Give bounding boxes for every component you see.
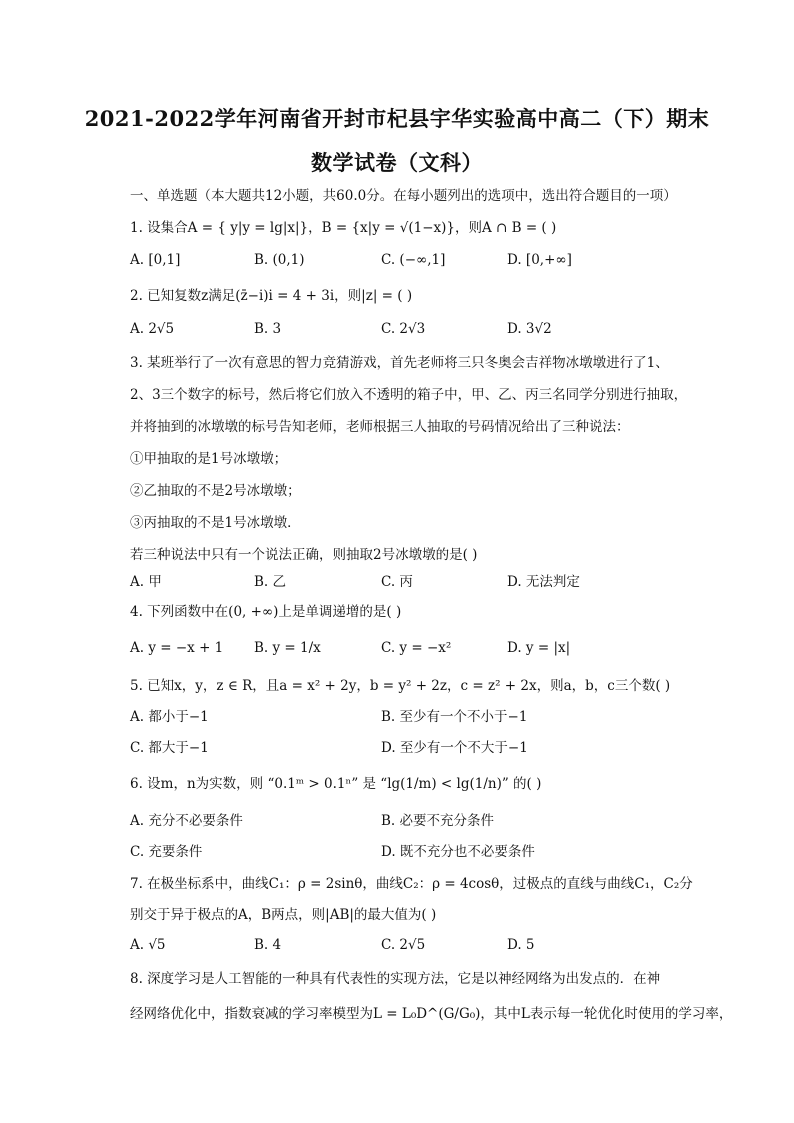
question-6-option-a: A. 充分不必要条件 (130, 813, 243, 829)
question-3-stem-line3: 并将抽到的冰墩墩的标号告知老师，老师根据三人抽取的号码情况给出了三种说法： (130, 419, 630, 435)
question-3-stem-line1: 3. 某班举行了一次有意思的智力竞猜游戏，首先老师将三只冬奥会吉祥物冰墩墩进行了1、 (130, 355, 669, 371)
question-1-stem: 1. 设集合A = { y|y = lg|x|}，B = {x|y = √(1−x)}，则A ∩ B = ( ) (130, 220, 557, 236)
question-7-option-d: D. 5 (507, 937, 535, 953)
question-1-option-c: C. (−∞,1] (381, 252, 446, 268)
section-header: 一、单选题（本大题共12小题，共60.0分。在每小题列出的选项中，选出符合题目的一项） (130, 188, 677, 204)
question-4-option-a: A. y = −x + 1 (130, 640, 224, 656)
question-3-stem-line7: 若三种说法中只有一个说法正确，则抽取2号冰墩墩的是( ) (130, 547, 478, 563)
question-7-option-b: B. 4 (254, 937, 282, 953)
question-5-stem: 5. 已知x，y，z ∈ R，且a = x² + 2y，b = y² + 2z，c = z² + 2x，则a，b，c三个数( ) (130, 678, 671, 694)
question-2-option-c: C. 2√3 (381, 321, 426, 337)
question-7-stem-line2: 别交于异于极点的A，B两点，则|AB|的最大值为( ) (130, 907, 437, 923)
question-3-statement-2: ②乙抽取的不是2号冰墩墩； (130, 483, 301, 499)
question-6-option-d: D. 既不充分也不必要条件 (381, 844, 535, 860)
question-3-option-d: D. 无法判定 (507, 574, 580, 590)
question-5-option-c: C. 都大于−1 (130, 740, 209, 756)
question-1-option-d: D. [0,+∞] (507, 252, 572, 268)
exam-title-line1: 2021-2022学年河南省开封市杞县宇华实验高中高二（下）期末 (84, 106, 710, 131)
question-7-option-c: C. 2√5 (381, 937, 426, 953)
question-5-option-a: A. 都小于−1 (130, 709, 209, 725)
question-5-option-b: B. 至少有一个不小于−1 (381, 709, 528, 725)
question-3-statement-3: ③丙抽取的不是1号冰墩墩． (130, 515, 301, 531)
question-6-stem: 6. 设m，n为实数，则 “0.1ᵐ > 0.1ⁿ” 是 “lg(1/m) < lg(1/n)” 的( ) (130, 776, 542, 792)
exam-title-line2: 数学试卷（文科） (311, 150, 483, 175)
question-3-option-a: A. 甲 (130, 574, 162, 590)
question-6-option-c: C. 充要条件 (130, 844, 203, 860)
question-3-stem-line2: 2、3三个数字的标号，然后将它们放入不透明的箱子中，甲、乙、丙三名同学分别进行抽取， (130, 387, 688, 403)
question-4-stem: 4. 下列函数中在(0, +∞)上是单调递增的是( ) (130, 604, 402, 620)
question-3-statement-1: ①甲抽取的是1号冰墩墩； (130, 451, 288, 467)
question-8-stem-line1: 8. 深度学习是人工智能的一种具有代表性的实现方法，它是以神经网络为出发点的．在神 (130, 971, 661, 987)
question-1-option-a: A. [0,1] (130, 252, 181, 268)
question-4-option-d: D. y = |x| (507, 640, 571, 656)
question-4-option-c: C. y = −x² (381, 640, 452, 656)
question-2-option-d: D. 3√2 (507, 321, 552, 337)
question-2-option-b: B. 3 (254, 321, 282, 337)
question-3-option-b: B. 乙 (254, 574, 287, 590)
question-5-option-d: D. 至少有一个不大于−1 (381, 740, 528, 756)
question-2-option-a: A. 2√5 (130, 321, 175, 337)
question-4-option-b: B. y = 1/x (254, 640, 321, 656)
question-7-option-a: A. √5 (130, 937, 166, 953)
question-1-option-b: B. (0,1) (254, 252, 305, 268)
question-6-option-b: B. 必要不充分条件 (381, 813, 495, 829)
question-3-option-c: C. 丙 (381, 574, 413, 590)
question-8-stem-line2: 经网络优化中，指数衰减的学习率模型为L = L₀D^(G/G₀)，其中L表示每一轮优化时使用的学习率， (130, 1006, 733, 1022)
question-2-stem: 2. 已知复数z满足(z̄−i)i = 4 + 3i，则|z| = ( ) (130, 288, 413, 304)
question-7-stem-line1: 7. 在极坐标系中，曲线C₁：ρ = 2sinθ，曲线C₂：ρ = 4cosθ，过极点的直线与曲线C₁，C₂分 (130, 876, 693, 892)
